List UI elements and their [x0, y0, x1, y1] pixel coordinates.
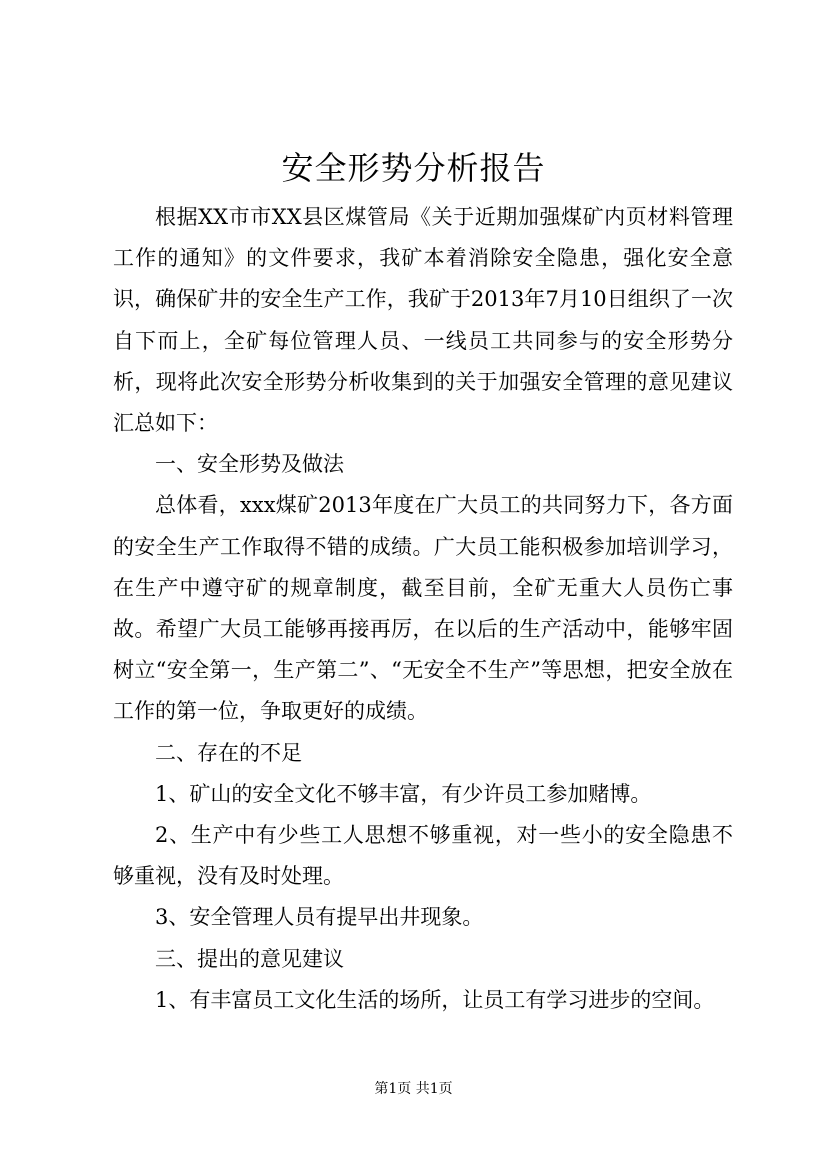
paragraph-overview: 总体看，xxx煤矿2013年度在广大员工的共同努力下，各方面的安全生产工作取得不错的成绩。广大员工能积极参加培训学习，在生产中遵守矿的规章制度，截至目前，全矿无重大人员伤亡事故。希望广大员工能够再接再厉，在以后的生产活动中，能够牢固树立“安全第一，生产第二”、“无安全不生产”等思想，把安全放在工作的第一位，争取更好的成绩。 [113, 493, 733, 724]
page-footer: 第1页 共1页 [374, 1081, 453, 1097]
section-heading-3: 三、提出的意见建议 [155, 946, 344, 971]
section-heading-2: 二、存在的不足 [155, 740, 302, 765]
section-heading-1: 一、安全形势及做法 [155, 452, 344, 477]
paragraph-intro: 根据XX市市XX县区煤管局《关于近期加强煤矿内页材料管理工作的通知》的文件要求，我矿本着消除安全隐患，强化安全意识，确保矿井的安全生产工作，我矿于2013年7月10日组织了一次自下而上，全矿每位管理人员、一线员工共同参与的安全形势分析，现将此次安全形势分析收集到的关于加强安全管理的意见建议汇总如下： [113, 205, 733, 436]
list-item: 1、矿山的安全文化不够丰富，有少许员工参加赌博。 [155, 781, 652, 806]
list-item: 1、有丰富员工文化生活的场所，让员工有学习进步的空间。 [155, 987, 715, 1012]
document-title: 安全形势分析报告 [281, 149, 546, 187]
document-body [113, 197, 733, 1021]
list-item: 3、安全管理人员有提早出井现象。 [155, 905, 484, 930]
list-item: 2、生产中有少些工人思想不够重视，对一些小的安全隐患不够重视，没有及时处理。 [113, 823, 733, 889]
